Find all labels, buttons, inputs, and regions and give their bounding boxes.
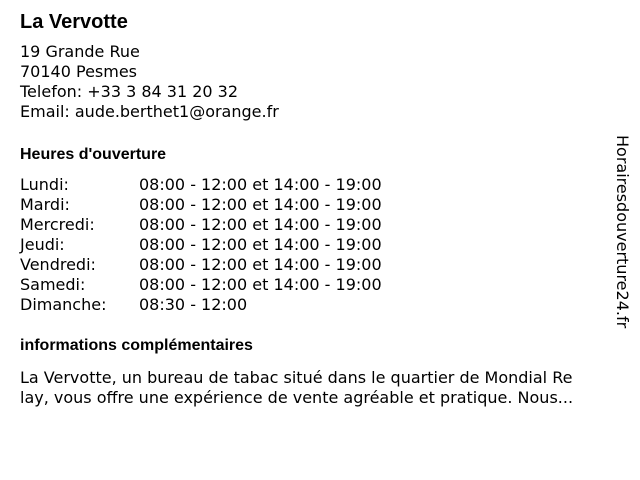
day-label: Jeudi: [20,235,65,254]
time-range: 08:00 - 12:00 et 14:00 - 19:00 [139,195,382,214]
phone-number: Telefon: +33 3 84 31 20 32 [20,82,239,101]
hours-row-monday [20,175,610,195]
site-watermark: Horairesdouverture24.fr [613,135,632,329]
day-label: Mardi: [20,195,70,214]
address-block [20,42,610,122]
city-address: 70140 Pesmes [20,62,138,81]
time-range: 08:00 - 12:00 et 14:00 - 19:00 [139,275,382,294]
day-label: Dimanche: [20,295,107,314]
day-label: Samedi: [20,275,86,294]
time-range: 08:00 - 12:00 et 14:00 - 19:00 [139,215,382,234]
hours-row-saturday [20,275,610,295]
street-address: 19 Grande Rue [20,42,140,61]
time-range: 08:30 - 12:00 [139,295,248,314]
time-range: 08:00 - 12:00 et 14:00 - 19:00 [139,255,382,274]
hours-row-sunday [20,295,610,315]
hours-row-wednesday [20,215,610,235]
shop-card [20,10,610,408]
day-label: Lundi: [20,175,69,194]
hours-row-friday [20,255,610,275]
info-heading: informations complémentaires [20,337,253,354]
time-range: 08:00 - 12:00 et 14:00 - 19:00 [139,235,382,254]
info-description: La Vervotte, un bureau de tabac situé dans le quartier de Mondial Re lay, vous offre une expérience de vente agréable et pratique. Nous... [20,368,574,407]
email-address: Email: aude.berthet1@orange.fr [20,102,279,121]
day-label: Mercredi: [20,215,95,234]
hours-heading: Heures d'ouverture [20,146,167,163]
shop-name: La Vervotte [20,11,128,33]
hours-table [20,175,610,315]
hours-row-tuesday [20,195,610,215]
time-range: 08:00 - 12:00 et 14:00 - 19:00 [139,175,382,194]
hours-row-thursday [20,235,610,255]
day-label: Vendredi: [20,255,96,274]
